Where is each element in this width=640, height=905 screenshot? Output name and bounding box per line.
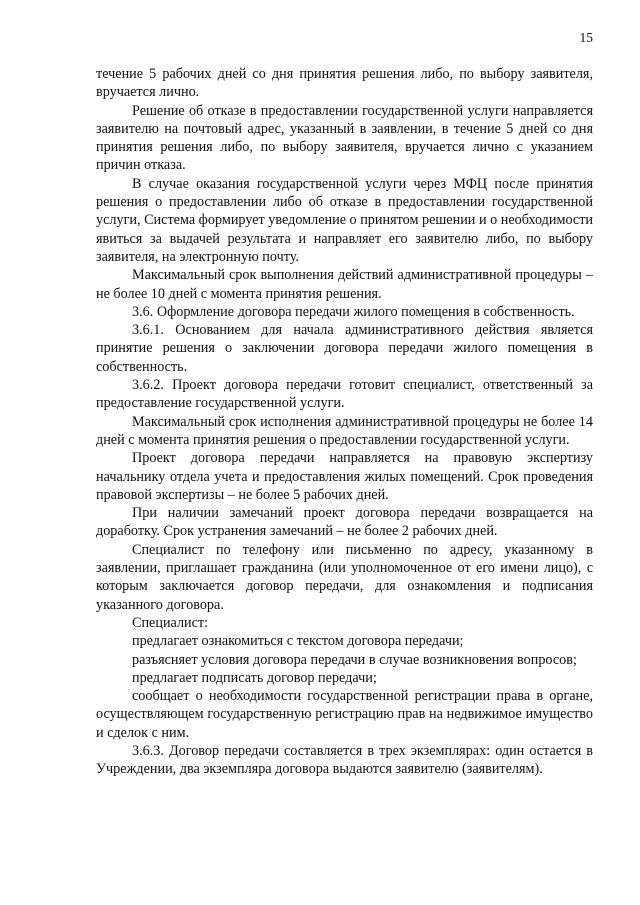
paragraph: Решение об отказе в предоставлении государственной услуги направляется заявителю на почтовый адрес, указанный в заявлении, в течение 5 дней со дня принятия решения либо, по выбору заявителя, вручается лично с указанием причин отказа. bbox=[96, 102, 593, 174]
paragraph: Проект договора передачи направляется на правовую экспертизу начальнику отдела учета и предоставления жилых помещений. Срок проведения правовой экспертизы – не более 5 рабочих дней. bbox=[96, 450, 593, 503]
paragraph: Максимальный срок выполнения действий административной процедуры – не более 10 дней с момента принятия решения. bbox=[96, 267, 593, 302]
list-item: сообщает о необходимости государственной регистрации права в органе, осуществляющем государственную регистрацию прав на недвижимое имущество и сделок с ним. bbox=[96, 688, 593, 741]
list-item: разъясняет условия договора передачи в случае возникновения вопросов; bbox=[132, 651, 577, 668]
paragraph: Максимальный срок исполнения административной процедуры не более 14 дней с момента принятия решения о предоставлении государственной услуги. bbox=[96, 413, 593, 448]
list-item: предлагает ознакомиться с текстом договора передачи; bbox=[132, 633, 464, 650]
paragraph: 3.6.1. Основанием для начала административного действия является принятие решения о заключении договора передачи жилого помещения в собственность. bbox=[96, 322, 593, 375]
section-heading-3-6: 3.6. Оформление договора передачи жилого помещения в собственность. bbox=[132, 303, 575, 320]
paragraph: 3.6.2. Проект договора передачи готовит специалист, ответственный за предоставление государственной услуги. bbox=[96, 377, 593, 412]
paragraph: течение 5 рабочих дней со дня принятия решения либо, по выбору заявителя, вручается лично. bbox=[96, 66, 593, 101]
paragraph: При наличии замечаний проект договора передачи возвращается на доработку. Срок устранения замечаний – не более 2 рабочих дней. bbox=[96, 505, 593, 540]
paragraph: Специалист: bbox=[132, 614, 209, 631]
paragraph: В случае оказания государственной услуги через МФЦ после принятия решения о предоставлении либо об отказе в предоставлении государственной услуги, Система формирует уведомление о принятом решении и о необходимости явиться за выдачей результата и направляет его заявителю либо, по выбору заявителя, на электронную почту. bbox=[96, 175, 593, 265]
document-body bbox=[96, 65, 593, 779]
paragraph: Специалист по телефону или письменно по адресу, указанному в заявлении, приглашает гражданина (или уполномоченное от его имени лицо), с которым заключается договор передачи, для ознакомления и подписания указанного договора. bbox=[96, 541, 593, 613]
paragraph: 3.6.3. Договор передачи составляется в трех экземплярах: один остается в Учреждении, два экземпляра договора выдаются заявителю (заявителям). bbox=[96, 742, 593, 778]
list-item: предлагает подписать договор передачи; bbox=[132, 669, 377, 686]
page-number: 15 bbox=[579, 30, 593, 45]
